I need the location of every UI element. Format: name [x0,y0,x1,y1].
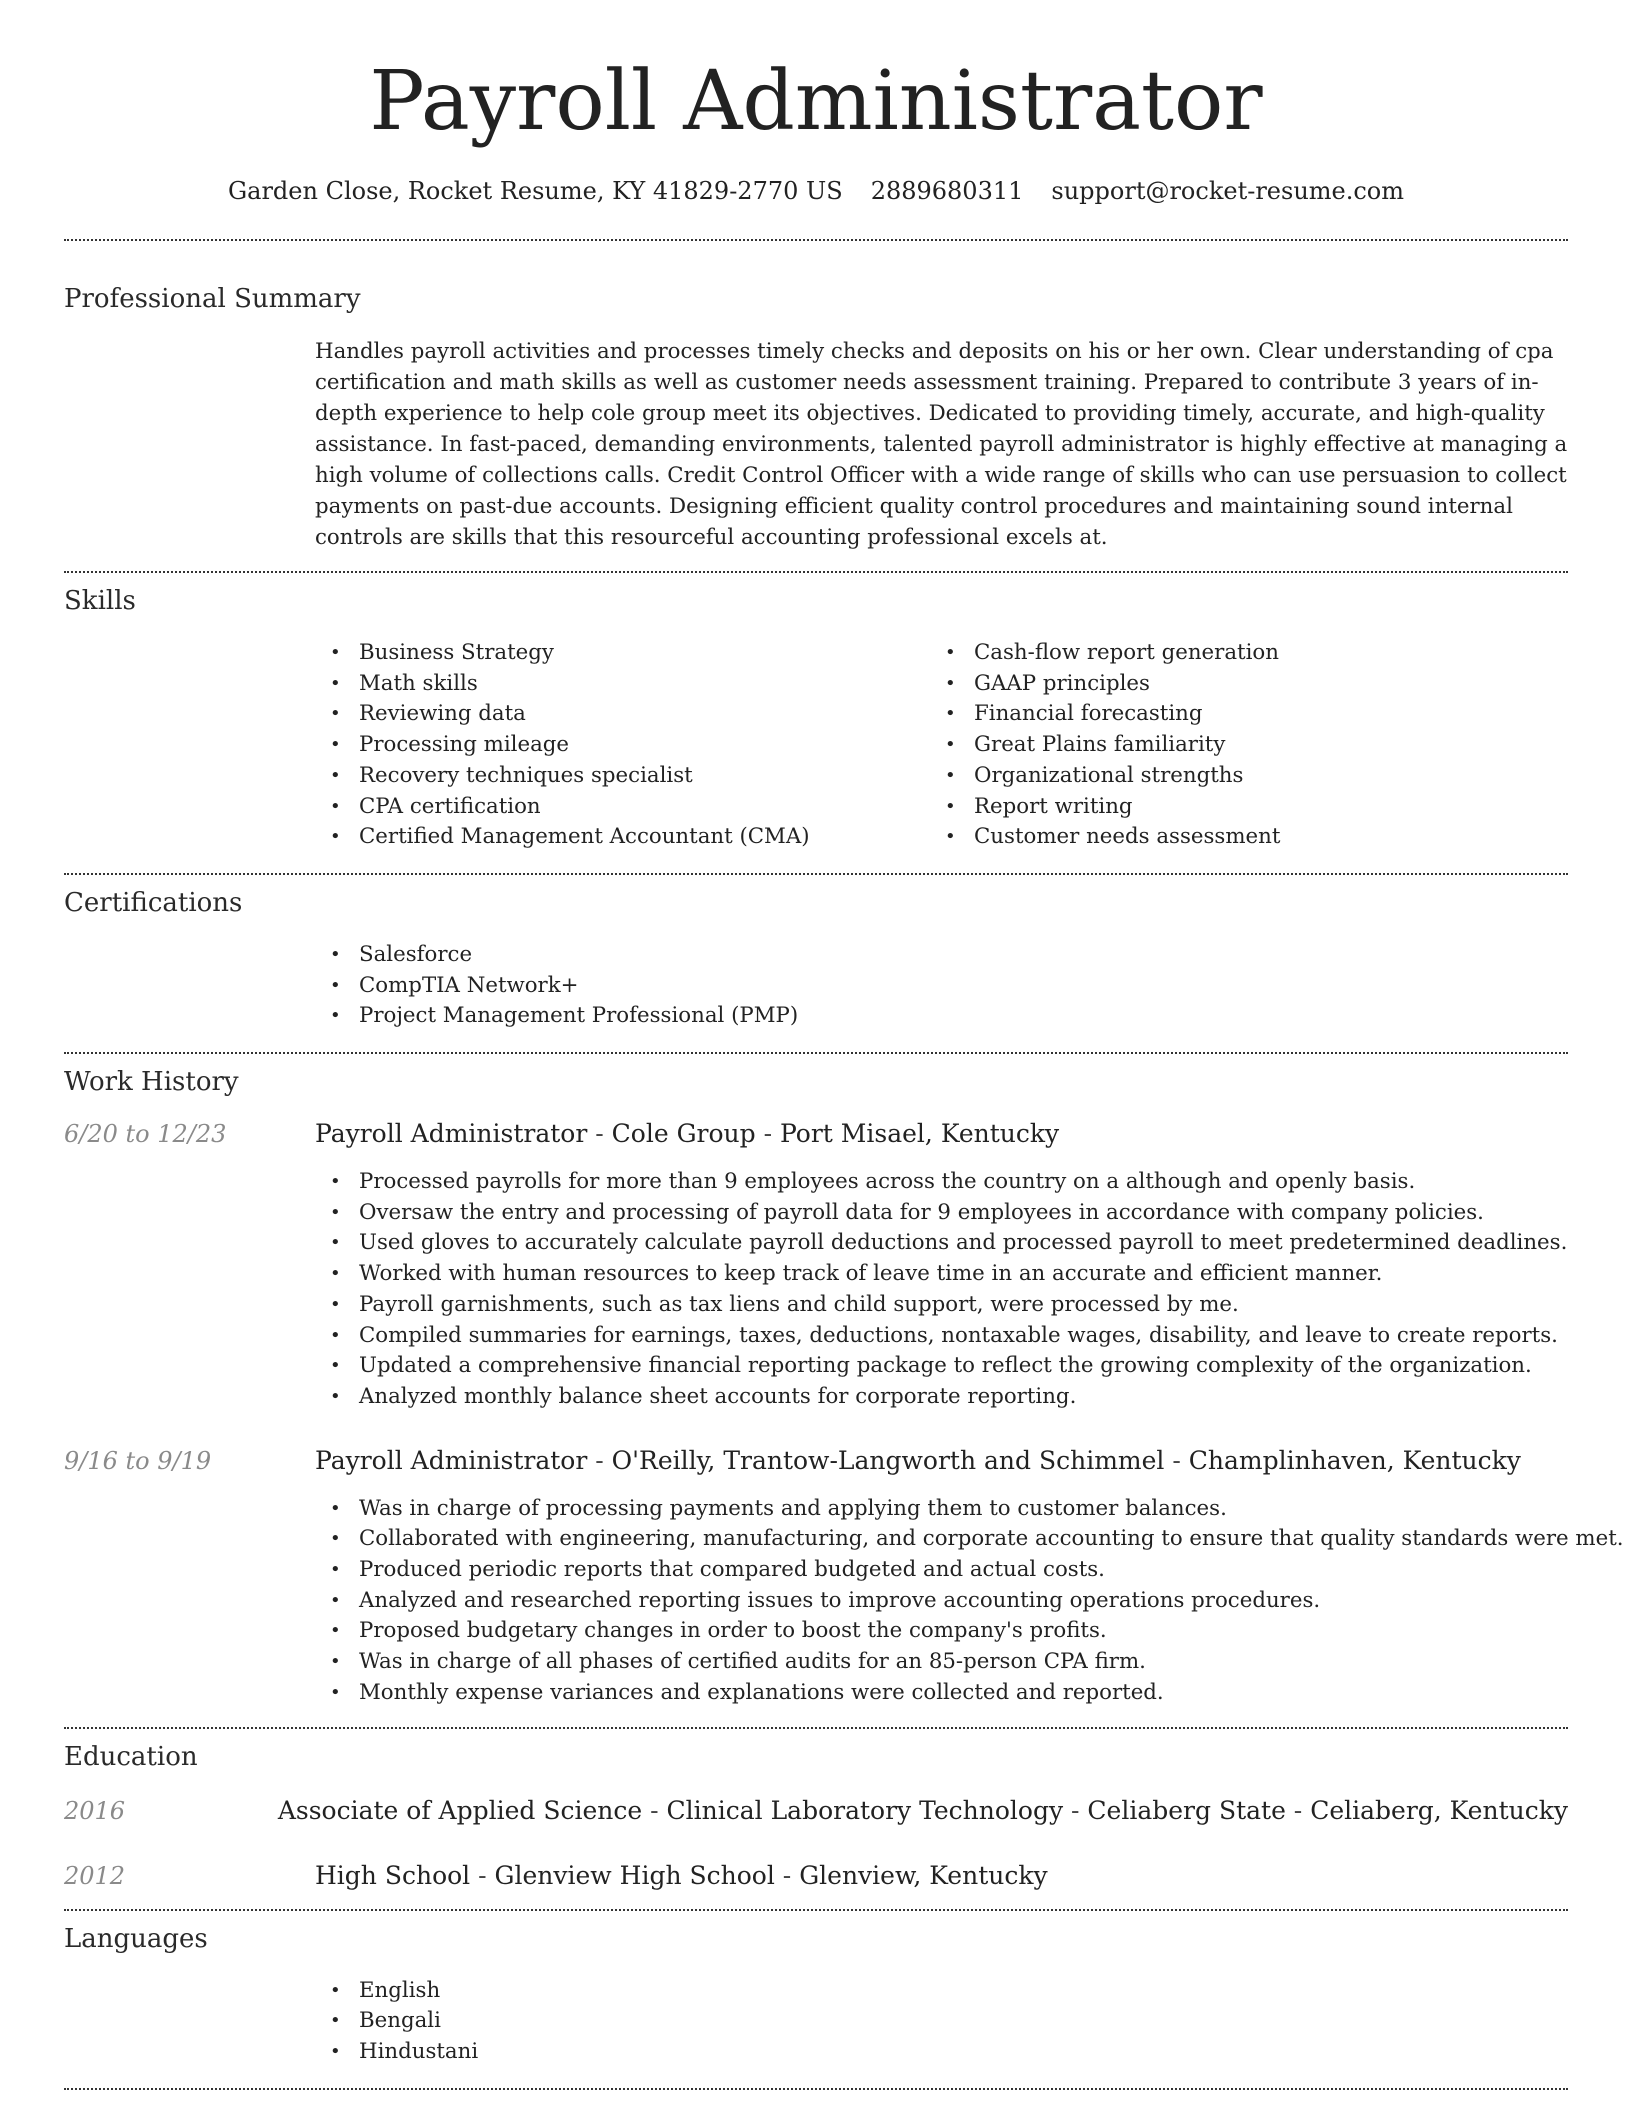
contact-line [64,176,1568,206]
job-bullet: • Worked with human resources to keep track of leave time in an accurate and efficient manner. [315,1259,1568,1290]
skill-item: • Great Plains familiarity [930,730,1545,761]
section-divider [64,1727,1568,1729]
skill-item: • Reviewing data [315,699,930,730]
language-item: • Hindustani [315,2037,1568,2068]
skill-item: • Report writing [930,792,1545,823]
job-dates: 6/20 to 12/23 [64,1120,227,1149]
job-bullet: • Payroll garnishments, such as tax liens and child support, were processed by me. [315,1290,1568,1321]
job-title [315,1119,1059,1148]
skill-item: • Organizational strengths [930,761,1545,792]
work-heading: Work History [64,1067,239,1098]
job-bullet: • Oversaw the entry and processing of payroll data for 9 employees in accordance with company policies. [315,1198,1568,1229]
education-entry [64,1861,1568,1890]
skills-heading: Skills [64,586,136,616]
section-divider [64,239,1568,241]
education-entry [64,1796,1568,1825]
job-bullet: • Processed payrolls for more than 9 employees across the country on a although and openly basis. [315,1167,1568,1198]
section-divider [64,571,1568,573]
contact-email: support@rocket-resume.com [1051,177,1405,205]
separator: - [1285,1795,1311,1825]
skills-column-left [315,638,930,853]
job-role: Payroll Administrator [315,1445,588,1475]
skill-item: • Business Strategy [315,638,930,669]
job-location: Port Misael, Kentucky [780,1119,1060,1149]
separator: - [470,1860,495,1890]
languages-list [315,1976,1568,2068]
education-year: 2012 [64,1861,126,1890]
skill-item: • GAAP principles [930,669,1545,700]
summary-text: Handles payroll activities and processes timely checks and deposits on his or her own. Clear understanding of cpa certification and math skills as well as customer needs assessment training. Prepared to contribute 3 years of in-depth experience to help cole group meet its objectives. Dedicated to providing timely, accurate, and high-quality assistance. In fast-paced, demanding environments, talented payroll administrator is highly effective at managing a high volume of collections calls. Credit Control Officer with a wide range of skills who can use persuasion to collect payments on past-due accounts. Designing efficient quality control procedures and maintaining sound internal controls are skills that this resourceful accounting professional excels at. [315,339,1568,550]
candidate-name: Payroll Administrator [369,54,1263,149]
separator: - [642,1795,667,1825]
job-bullet: • Analyzed and researched reporting issues to improve accounting operations procedures. [315,1586,1568,1617]
job-header [64,1119,1568,1148]
separator: - [587,1119,612,1149]
education-year: 2016 [64,1796,126,1825]
contact-address: Garden Close, Rocket Resume, KY 41829-2770 US [227,177,843,205]
education-degree: Associate of Applied Science [277,1795,643,1825]
job-bullet: • Collaborated with engineering, manufacturing, and corporate accounting to ensure that quality standards were met. [315,1524,1568,1555]
skill-item: • Recovery techniques specialist [315,761,930,792]
certification-item: • Project Management Professional (PMP) [315,1001,1568,1032]
certifications-list [315,940,1568,1032]
section-divider [64,2088,1568,2090]
job-entry [64,1119,1568,1413]
job-bullet: • Was in charge of processing payments and applying them to customer balances. [315,1494,1568,1525]
education-degree: High School [315,1860,471,1890]
job-bullets [315,1167,1568,1413]
education-location: Celiaberg, Kentucky [1310,1795,1568,1825]
certification-item: • CompTIA Network+ [315,971,1568,1002]
certification-item: • Salesforce [315,940,1568,971]
education-title [315,1861,1048,1890]
resume-page [64,0,1624,2090]
job-bullet: • Monthly expense variances and explanations were collected and reported. [315,1678,1568,1709]
languages-heading: Languages [64,1923,208,1954]
skill-item: • Cash-flow report generation [930,638,1545,669]
job-entry [64,1445,1624,1709]
job-role: Payroll Administrator [315,1119,588,1149]
job-bullet: • Was in charge of all phases of certified audits for an 85-person CPA firm. [315,1647,1568,1678]
skill-item: • Processing mileage [315,730,930,761]
job-title [315,1446,1521,1475]
separator: - [1063,1795,1088,1825]
job-bullet: • Used gloves to accurately calculate payroll deductions and processed payroll to meet predetermined deadlines. [315,1228,1568,1259]
job-bullet: • Updated a comprehensive financial reporting package to reflect the growing complexity of the organization. [315,1351,1568,1382]
separator: - [774,1860,800,1890]
job-header [64,1446,1568,1475]
education-title [278,1796,1568,1825]
skill-item: • Math skills [315,669,930,700]
section-divider [64,1052,1568,1054]
education-school: Celiaberg State [1087,1795,1286,1825]
separator: - [1164,1445,1189,1475]
skill-item: • Financial forecasting [930,699,1545,730]
summary-heading: Professional Summary [64,284,361,314]
skill-item: • CPA certification [315,792,930,823]
job-bullet: • Analyzed monthly balance sheet accounts for corporate reporting. [315,1382,1568,1413]
job-bullet: • Compiled summaries for earnings, taxes, deductions, nontaxable wages, disability, and leave to create reports. [315,1321,1568,1352]
language-item: • Bengali [315,2006,1568,2037]
skills-column-right [930,638,1545,853]
job-company: Cole Group [611,1119,756,1149]
language-item: • English [315,1976,1568,2007]
section-divider [64,873,1568,875]
job-bullet: • Proposed budgetary changes in order to boost the company's profits. [315,1616,1568,1647]
job-dates: 9/16 to 9/19 [64,1446,212,1475]
separator: - [755,1119,780,1149]
section-divider [64,1909,1568,1911]
job-bullet: • Produced periodic reports that compared budgeted and actual costs. [315,1555,1568,1586]
job-location: Champlinhaven, Kentucky [1188,1445,1521,1475]
education-heading: Education [64,1741,198,1772]
skill-item: • Customer needs assessment [930,822,1545,853]
education-location: Glenview, Kentucky [799,1860,1048,1890]
job-company: O'Reilly, Trantow-Langworth and Schimmel [611,1445,1165,1475]
separator: - [587,1445,612,1475]
skills-list [315,638,1568,853]
education-field: Clinical Laboratory Technology [666,1795,1064,1825]
job-bullets [315,1494,1624,1709]
contact-phone: 2889680311 [870,177,1024,205]
skill-item: • Certified Management Accountant (CMA) [315,822,930,853]
certifications-heading: Certifications [64,887,243,918]
education-school: Glenview High School [494,1860,775,1890]
